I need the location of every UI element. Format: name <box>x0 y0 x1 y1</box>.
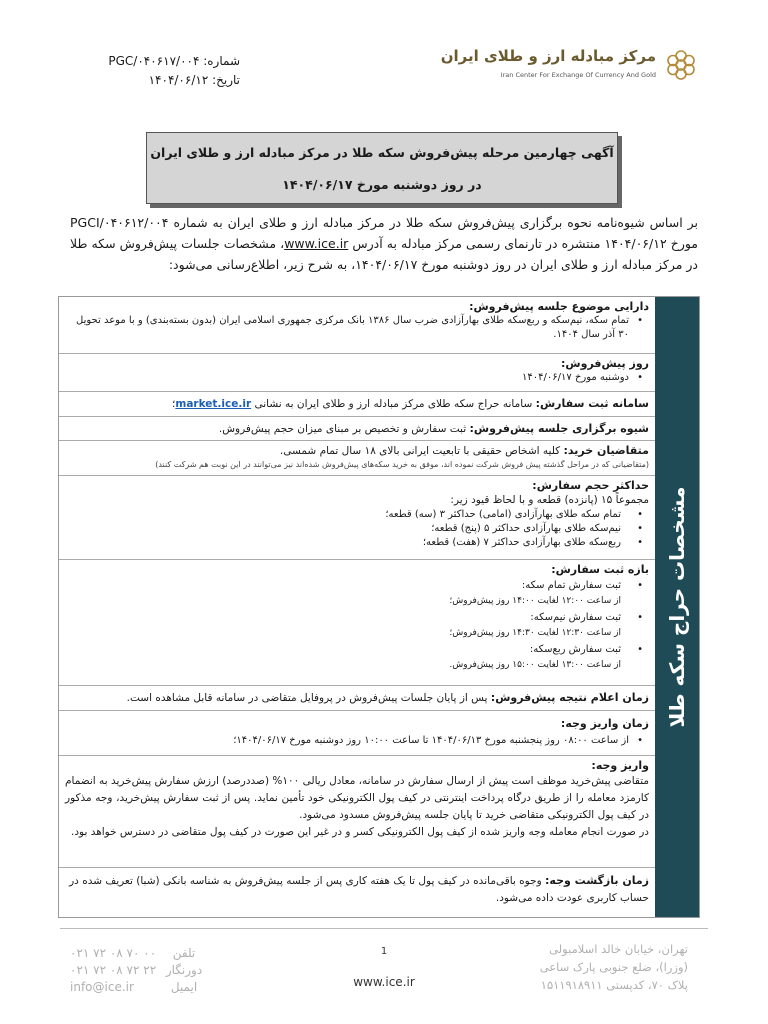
row-buyers <box>59 441 655 476</box>
intro-paragraph <box>70 212 698 275</box>
deposit-time-label: زمان واریز وجه: <box>560 717 649 730</box>
footer-contact <box>70 945 214 996</box>
asset-bullet: • تمام سکه، نیم‌سکه و ربع‌سکه طلای بهارآزادی ضرب سال ۱۳۸۶ بانک مرکزی جمهوری اسلامی ایران (بدون بسته‌بندی) و با موعد تحویل ۳۰ آذر سال ۱۴۰۴. <box>65 314 649 342</box>
window-item-time: از ساعت ۱۲:۳۰ لغایت ۱۴:۳۰ روز پیش‌فروش؛ <box>449 628 621 638</box>
row-result <box>59 686 655 711</box>
ice-emblem-icon <box>664 48 698 82</box>
document-number: شماره: PGC/۰۴۰۶۱۷/۰۰۴ <box>108 54 240 68</box>
deposit-time-bullet: • از ساعت ۰۸:۰۰ روز پنجشنبه مورخ ۱۴۰۴/۰۶/۱۳ تا ساعت ۱۰:۰۰ روز دوشنبه مورخ ۱۴۰۴/۰۶/۱۷؛ <box>65 734 649 748</box>
method-text: ثبت سفارش و تخصیص بر مبنای میزان حجم پیش‌فروش. <box>218 423 467 435</box>
max-item: • نیم‌سکه طلای بهارآزادی حداکثر ۵ (پنج) قطعه؛ <box>65 522 649 536</box>
page-number: 1 <box>380 946 388 957</box>
footer-phone: ۰۲۱ ۷۲ ۰۸ ۷۰ ۰۰ <box>70 946 157 960</box>
footer-phone-label: تلفن <box>172 946 196 960</box>
window-item-title: • ثبت سفارش تمام سکه: <box>65 577 649 594</box>
address-line-1: تهران، خیابان خالد اسلامبولی <box>549 942 688 956</box>
refund-text: وجوه باقی‌مانده در کیف پول تا یک هفته کاری پس از جلسه پیش‌فروش به شناسه بانکی (شبا) تعریف شده در حساب کاربری عودت داده می‌شود. <box>69 875 649 904</box>
intro-text-1: بر اساس شیوه‌نامه نحوه برگزاری پیش‌فروش سکه طلا در مرکز مبادله ارز و طلای ایران به شماره PGCI/۰۴۰۶۱۲/۰۰۴ مورخ ۱۴۰۴/۰۶/۱۲ منتشره در تارنمای رسمی مرکز مبادله به آدرس <box>70 215 699 251</box>
result-label: زمان اعلام نتیجه پیش‌فروش: <box>490 691 649 704</box>
window-item-title: • ثبت سفارش نیم‌سکه: <box>65 609 649 626</box>
buyers-label: متقاضیان خرید: <box>563 444 649 457</box>
asset-label: دارایی موضوع جلسه پیش‌فروش: <box>469 300 649 313</box>
max-text: مجموعاً ۱۵ (پانزده) قطعه و با لحاظ قیود زیر: <box>450 494 649 506</box>
row-method <box>59 417 655 441</box>
document-date: تاریخ: ۱۴۰۴/۰۶/۱۲ <box>148 73 240 87</box>
market-link[interactable]: market.ice.ir <box>175 398 252 410</box>
window-item-time: از ساعت ۱۳:۰۰ لغایت ۱۵:۰۰ روز پیش‌فروش. <box>449 660 621 670</box>
footer-fax-label: دورنگار <box>165 963 203 977</box>
deposit-text-1: متقاضی پیش‌خرید موظف است پیش از ارسال سفارش در سامانه، معادل ریالی ۱۰۰% (صددرصد) ارزش سفارش پیش‌خرید به انضمام کارمزد معامله را از طریق درگاه پرداخت اینترنتی در کیف پول الکترونیکی خود تأمین نماید. پس از ثبت سفارش پیش‌خرید، وجه مذکور در کیف پول الکترونیکی متقاضی خرید تا پایان جلسه پیش‌فروش مسدود می‌شود. <box>65 775 649 821</box>
window-item-title: • ثبت سفارش ربع‌سکه: <box>65 641 649 658</box>
window-item-time: از ساعت ۱۲:۰۰ لغایت ۱۴:۰۰ روز پیش‌فروش؛ <box>449 596 621 606</box>
max-item: • تمام سکه طلای بهارآزادی (امامی) حداکثر ۳ (سه) قطعه؛ <box>65 508 649 522</box>
day-label: روز پیش‌فروش: <box>561 357 649 370</box>
title-line-2: در روز دوشنبه مورخ ۱۴۰۴/۰۶/۱۷ <box>282 177 482 192</box>
logo-english-name: Iran Center For Exchange Of Currency And Gold <box>500 71 656 79</box>
deposit-label: واریز وجه: <box>591 759 649 772</box>
footer-email-label: ایمیل <box>170 980 198 994</box>
row-day <box>59 354 655 392</box>
system-end: ؛ <box>172 398 176 410</box>
day-bullet: • دوشنبه مورخ ۱۴۰۴/۰۶/۱۷ <box>65 371 649 385</box>
buyers-text: کلیه اشخاص حقیقی با تابعیت ایرانی بالای ۱۸ سال تمام شمسی. <box>279 445 561 457</box>
row-max <box>59 476 655 560</box>
row-deposit <box>59 756 655 868</box>
deposit-text-2: در صورت انجام معامله وجه واریز شده از کیف پول الکترونیکی کسر و در غیر این صورت در کیف پول متقاضی در دسترس خواهد بود. <box>71 826 649 838</box>
window-label: بازه ثبت سفارش: <box>551 563 649 576</box>
refund-label: زمان بازگشت وجه: <box>545 874 649 887</box>
footer-website-link[interactable]: www.ice.ir <box>353 975 415 989</box>
system-text: سامانه حراج سکه طلای مرکز مبادله ارز و طلای ایران به نشانی <box>254 398 533 410</box>
method-label: شیوه برگزاری جلسه پیش‌فروش: <box>469 422 649 435</box>
row-window <box>59 560 655 686</box>
footer-fax: ۰۲۱ ۷۲ ۰۸ ۷۲ ۲۲ <box>70 963 157 977</box>
max-item: • ربع‌سکه طلای بهارآزادی حداکثر ۷ (هفت) قطعه؛ <box>65 536 649 550</box>
max-label: حداکثر حجم سفارش: <box>532 479 649 492</box>
ice-website-link[interactable]: www.ice.ir <box>284 236 349 251</box>
spec-rows <box>59 297 655 910</box>
announcement-title <box>146 132 618 204</box>
row-system <box>59 392 655 417</box>
footer-address <box>540 940 688 994</box>
reference-block <box>70 52 240 90</box>
system-label: سامانه ثبت سفارش: <box>535 397 649 410</box>
footer-divider <box>60 928 708 929</box>
auction-spec-table <box>58 296 700 918</box>
address-line-3: پلاک ۷۰، کدپستی ۱۵۱۱۹۱۸۹۱۱ <box>540 978 688 992</box>
side-label: مشخصات حراج سکه طلا <box>665 486 689 728</box>
result-text: پس از پایان جلسات پیش‌فروش در پروفایل متقاضی در سامانه قابل مشاهده است. <box>126 692 488 704</box>
row-deposit-time <box>59 711 655 756</box>
row-refund <box>59 868 655 910</box>
side-label-bar <box>655 297 699 917</box>
title-line-1: آگهی چهارمین مرحله پیش‌فروش سکه طلا در مرکز مبادله ارز و طلای ایران <box>150 145 614 160</box>
buyers-note: (متقاضیانی که در مراحل گذشته پیش فروش شرکت نموده اند، موفق به خرید سکه‌های پیش‌فروش شده‌اند نیز می‌توانند در این نوبت هم شرکت کنند) <box>155 460 649 469</box>
ice-logo <box>440 45 698 90</box>
logo-persian-name: مرکز مبادله ارز و طلای ایران <box>440 47 656 65</box>
intro-text-2: ، مشخصات جلسات پیش‌فروش سکه طلا در مرکز مبادله ارز و طلای ایران در روز دوشنبه مورخ ۱۴۰۴/۰۶/۱۷، به شرح زیر، اطلاع‌رسانی می‌شود: <box>70 236 698 272</box>
footer-email[interactable]: info@ice.ir <box>70 980 134 994</box>
address-line-2: (وزرا)، ضلع جنوبی پارک ساعی <box>539 960 688 974</box>
row-asset <box>59 297 655 354</box>
